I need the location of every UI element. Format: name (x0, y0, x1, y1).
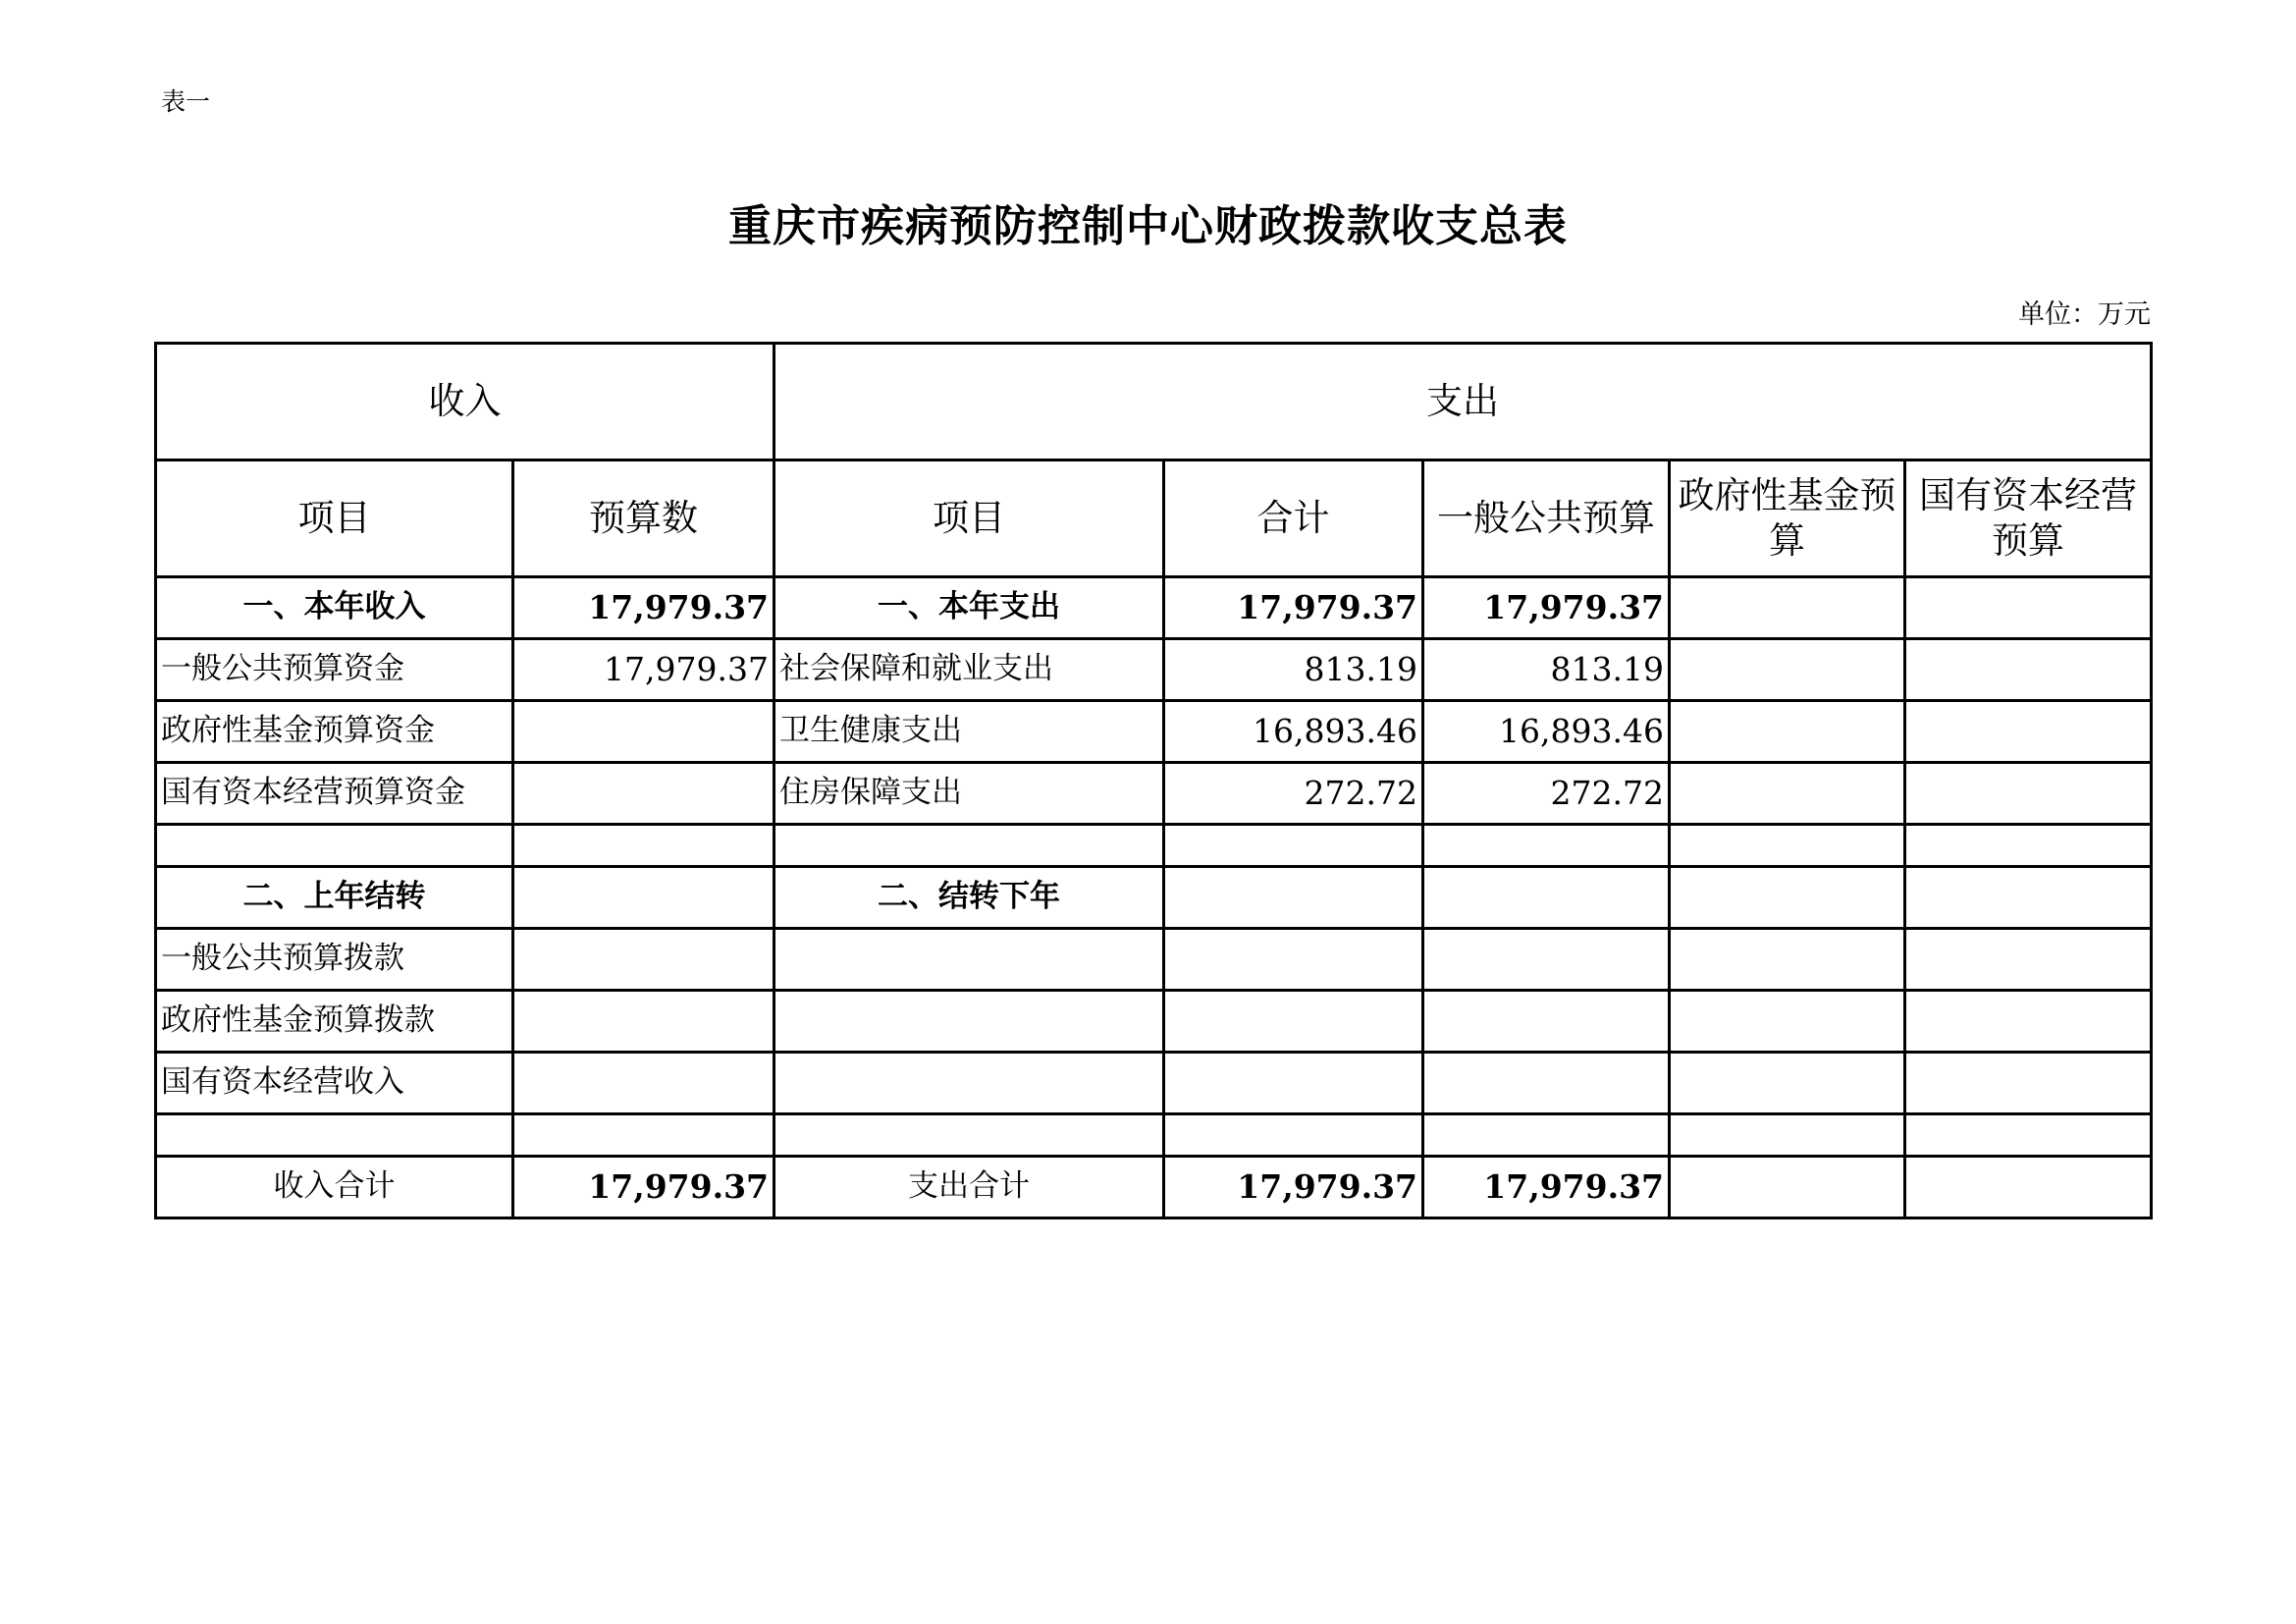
expense-item-cell: 二、结转下年 (774, 867, 1164, 929)
table-row (156, 825, 2152, 867)
header-expense: 支出 (774, 344, 2152, 460)
gov-fund-cell (1670, 1114, 1905, 1157)
income-budget-cell (513, 929, 774, 991)
expense-item-cell (774, 991, 1164, 1053)
income-item-cell: 二、上年结转 (156, 867, 513, 929)
state-capital-cell (1905, 1114, 2152, 1157)
state-capital-cell (1905, 701, 2152, 763)
header-income-budget: 预算数 (513, 460, 774, 577)
income-item-cell: 政府性基金预算拨款 (156, 991, 513, 1053)
expense-item-cell (774, 929, 1164, 991)
expense-item-cell: 支出合计 (774, 1157, 1164, 1218)
income-item-cell (156, 1114, 513, 1157)
income-item-cell (156, 825, 513, 867)
gov-fund-cell (1670, 1053, 1905, 1114)
general-budget-cell: 17,979.37 (1423, 577, 1670, 639)
state-capital-cell (1905, 763, 2152, 825)
state-capital-cell (1905, 1053, 2152, 1114)
income-item-cell: 国有资本经营预算资金 (156, 763, 513, 825)
state-capital-cell (1905, 929, 2152, 991)
gov-fund-cell (1670, 577, 1905, 639)
header-state-capital-budget: 国有资本经营预算 (1905, 460, 2152, 577)
table-row (156, 1157, 2152, 1218)
header-total: 合计 (1164, 460, 1423, 577)
table-row (156, 639, 2152, 701)
general-budget-cell (1423, 825, 1670, 867)
expense-item-cell (774, 1114, 1164, 1157)
gov-fund-cell (1670, 701, 1905, 763)
total-cell (1164, 991, 1423, 1053)
table-number-label: 表一 (161, 87, 211, 116)
table-row (156, 577, 2152, 639)
income-budget-cell (513, 825, 774, 867)
total-cell: 813.19 (1164, 639, 1423, 701)
unit-label: 单位：万元 (2018, 299, 2151, 330)
income-budget-cell: 17,979.37 (513, 577, 774, 639)
gov-fund-cell (1670, 867, 1905, 929)
state-capital-cell (1905, 1157, 2152, 1218)
expense-item-cell (774, 825, 1164, 867)
general-budget-cell (1423, 867, 1670, 929)
header-gov-fund-budget: 政府性基金预算 (1670, 460, 1905, 577)
total-cell (1164, 1053, 1423, 1114)
table-row (156, 929, 2152, 991)
expense-item-cell: 社会保障和就业支出 (774, 639, 1164, 701)
expense-item-cell: 住房保障支出 (774, 763, 1164, 825)
income-item-cell: 一、本年收入 (156, 577, 513, 639)
budget-summary-table (154, 342, 2153, 1219)
state-capital-cell (1905, 867, 2152, 929)
gov-fund-cell (1670, 763, 1905, 825)
income-budget-cell (513, 867, 774, 929)
general-budget-cell (1423, 991, 1670, 1053)
header-income: 收入 (156, 344, 774, 460)
expense-item-cell: 卫生健康支出 (774, 701, 1164, 763)
total-cell: 16,893.46 (1164, 701, 1423, 763)
document-title: 重庆市疾病预防控制中心财政拨款收支总表 (728, 201, 1568, 251)
income-budget-cell: 17,979.37 (513, 1157, 774, 1218)
income-budget-cell: 17,979.37 (513, 639, 774, 701)
income-item-cell: 一般公共预算拨款 (156, 929, 513, 991)
state-capital-cell (1905, 577, 2152, 639)
income-item-cell: 收入合计 (156, 1157, 513, 1218)
gov-fund-cell (1670, 929, 1905, 991)
general-budget-cell: 16,893.46 (1423, 701, 1670, 763)
total-cell: 272.72 (1164, 763, 1423, 825)
gov-fund-cell (1670, 825, 1905, 867)
income-budget-cell (513, 763, 774, 825)
header-general-budget: 一般公共预算 (1423, 460, 1670, 577)
gov-fund-cell (1670, 1157, 1905, 1218)
header-row-groups (156, 344, 2152, 460)
gov-fund-cell (1670, 991, 1905, 1053)
total-cell (1164, 929, 1423, 991)
income-item-cell: 国有资本经营收入 (156, 1053, 513, 1114)
general-budget-cell: 17,979.37 (1423, 1157, 1670, 1218)
income-budget-cell (513, 1114, 774, 1157)
header-income-item: 项目 (156, 460, 513, 577)
general-budget-cell (1423, 929, 1670, 991)
table-row (156, 1053, 2152, 1114)
total-cell: 17,979.37 (1164, 1157, 1423, 1218)
total-cell (1164, 825, 1423, 867)
gov-fund-cell (1670, 639, 1905, 701)
general-budget-cell (1423, 1053, 1670, 1114)
state-capital-cell (1905, 639, 2152, 701)
income-budget-cell (513, 1053, 774, 1114)
table-row (156, 763, 2152, 825)
income-budget-cell (513, 701, 774, 763)
income-budget-cell (513, 991, 774, 1053)
table-row (156, 867, 2152, 929)
table-row (156, 701, 2152, 763)
income-item-cell: 一般公共预算资金 (156, 639, 513, 701)
table-row (156, 1114, 2152, 1157)
total-cell: 17,979.37 (1164, 577, 1423, 639)
table-row (156, 991, 2152, 1053)
general-budget-cell: 813.19 (1423, 639, 1670, 701)
state-capital-cell (1905, 991, 2152, 1053)
header-expense-item: 项目 (774, 460, 1164, 577)
state-capital-cell (1905, 825, 2152, 867)
header-row-columns (156, 460, 2152, 577)
expense-item-cell: 一、本年支出 (774, 577, 1164, 639)
total-cell (1164, 867, 1423, 929)
income-item-cell: 政府性基金预算资金 (156, 701, 513, 763)
general-budget-cell (1423, 1114, 1670, 1157)
total-cell (1164, 1114, 1423, 1157)
general-budget-cell: 272.72 (1423, 763, 1670, 825)
expense-item-cell (774, 1053, 1164, 1114)
